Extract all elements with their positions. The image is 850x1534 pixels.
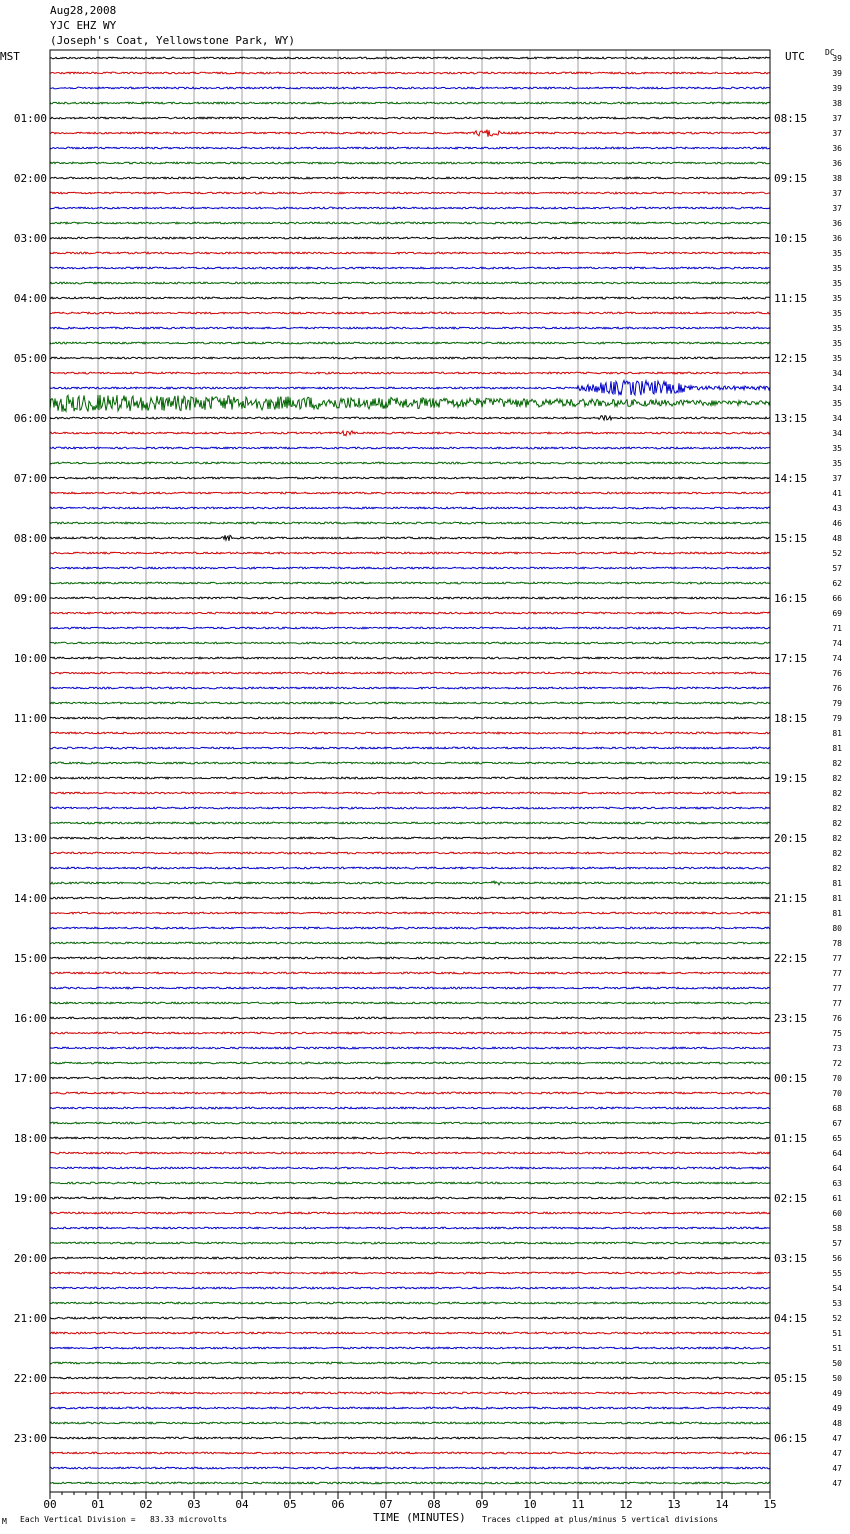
utc-hour-label: 17:15	[774, 652, 808, 665]
trace-line	[50, 522, 770, 524]
dc-offset-label: 36	[832, 159, 842, 168]
trace-line	[50, 612, 770, 614]
utc-hour-label: 13:15	[774, 412, 808, 425]
dc-offset-label: 35	[832, 399, 842, 408]
trace-line	[50, 267, 770, 269]
utc-hour-label: 18:15	[774, 712, 808, 725]
dc-offset-label: 74	[832, 654, 842, 663]
dc-offset-label: 43	[832, 504, 842, 513]
trace-line	[50, 1227, 770, 1229]
dc-axis-title: DC	[825, 48, 835, 57]
mst-hour-label: 09:00	[13, 592, 47, 605]
trace-line	[50, 567, 770, 569]
dc-offset-label: 47	[832, 1449, 842, 1458]
dc-offset-label: 37	[832, 474, 842, 483]
trace-line	[50, 852, 770, 854]
dc-offset-label: 81	[832, 879, 842, 888]
dc-offset-label: 76	[832, 669, 842, 678]
dc-offset-label: 77	[832, 999, 842, 1008]
dc-offset-label: 82	[832, 849, 842, 858]
x-axis-title: TIME (MINUTES)	[373, 1511, 466, 1524]
trace-line	[50, 372, 770, 374]
mst-hour-label: 04:00	[13, 292, 47, 305]
utc-hour-label: 00:15	[774, 1072, 808, 1085]
dc-offset-label: 68	[832, 1104, 842, 1113]
trace-line	[50, 177, 770, 179]
dc-offset-label: 79	[832, 699, 842, 708]
mst-hour-label: 16:00	[13, 1012, 47, 1025]
trace-line	[50, 1062, 770, 1064]
trace-line	[50, 312, 770, 314]
x-tick-label: 15	[763, 1498, 777, 1511]
trace-line	[50, 837, 770, 839]
dc-offset-label: 38	[832, 99, 842, 108]
trace-line	[50, 1077, 770, 1079]
dc-offset-label: 49	[832, 1404, 842, 1413]
trace-line	[50, 535, 770, 541]
utc-hour-label: 09:15	[774, 172, 808, 185]
left-axis-title: MST	[0, 50, 20, 63]
x-tick-label: 11	[571, 1498, 585, 1511]
utc-hour-label: 22:15	[774, 952, 808, 965]
utc-hour-label: 15:15	[774, 532, 808, 545]
trace-line	[50, 732, 770, 734]
dc-offset-label: 52	[832, 549, 842, 558]
trace-line	[50, 927, 770, 929]
trace-line	[50, 357, 770, 359]
dc-offset-label: 36	[832, 144, 842, 153]
trace-line	[50, 987, 770, 989]
dc-offset-label: 51	[832, 1329, 842, 1338]
trace-line	[50, 912, 770, 914]
trace-line	[50, 297, 770, 299]
dc-offset-label: 81	[832, 744, 842, 753]
dc-offset-label: 39	[832, 69, 842, 78]
dc-offset-label: 36	[832, 234, 842, 243]
trace-line	[50, 327, 770, 329]
trace-line	[50, 1287, 770, 1289]
dc-offset-label: 73	[832, 1044, 842, 1053]
dc-offset-label: 53	[832, 1299, 842, 1308]
trace-line	[50, 867, 770, 869]
dc-offset-label: 39	[832, 84, 842, 93]
dc-offset-label: 65	[832, 1134, 842, 1143]
mst-hour-label: 03:00	[13, 232, 47, 245]
x-tick-label: 07	[379, 1498, 393, 1511]
trace-line	[50, 1257, 770, 1259]
mst-hour-label: 19:00	[13, 1192, 47, 1205]
mst-hour-label: 10:00	[13, 652, 47, 665]
trace-line	[50, 1197, 770, 1199]
trace-line	[50, 597, 770, 599]
trace-line	[50, 342, 770, 344]
dc-offset-label: 62	[832, 579, 842, 588]
mst-hour-label: 11:00	[13, 712, 47, 725]
trace-line	[50, 717, 770, 719]
utc-hour-label: 02:15	[774, 1192, 808, 1205]
trace-line	[50, 87, 770, 89]
dc-offset-label: 82	[832, 759, 842, 768]
mst-hour-label: 06:00	[13, 412, 47, 425]
dc-offset-label: 82	[832, 804, 842, 813]
trace-line	[50, 1182, 770, 1184]
x-tick-label: 01	[91, 1498, 105, 1511]
trace-line	[50, 102, 770, 104]
record-date: Aug28,2008	[50, 4, 117, 17]
dc-offset-label: 76	[832, 684, 842, 693]
dc-offset-label: 72	[832, 1059, 842, 1068]
x-tick-label: 10	[523, 1498, 537, 1511]
trace-line	[50, 1047, 770, 1049]
dc-offset-label: 70	[832, 1089, 842, 1098]
trace-line	[50, 117, 770, 119]
mst-hour-label: 22:00	[13, 1372, 47, 1385]
dc-offset-label: 82	[832, 834, 842, 843]
dc-offset-label: 46	[832, 519, 842, 528]
trace-line	[50, 162, 770, 164]
dc-offset-label: 54	[832, 1284, 842, 1293]
dc-offset-label: 69	[832, 609, 842, 618]
x-tick-label: 09	[475, 1498, 489, 1511]
mst-hour-label: 18:00	[13, 1132, 47, 1145]
x-tick-label: 05	[283, 1498, 297, 1511]
dc-offset-label: 71	[832, 624, 842, 633]
trace-line	[50, 762, 770, 764]
trace-line	[50, 1002, 770, 1004]
utc-hour-label: 23:15	[774, 1012, 808, 1025]
utc-hour-label: 06:15	[774, 1432, 808, 1445]
trace-line	[50, 657, 770, 659]
trace-line	[50, 1407, 770, 1409]
dc-offset-label: 78	[832, 939, 842, 948]
trace-line	[50, 1212, 770, 1214]
dc-offset-label: 47	[832, 1479, 842, 1488]
dc-offset-label: 67	[832, 1119, 842, 1128]
trace-line	[50, 207, 770, 209]
right-axis-title: UTC	[785, 50, 805, 63]
dc-offset-label: 77	[832, 984, 842, 993]
dc-offset-label: 76	[832, 1014, 842, 1023]
utc-hour-label: 03:15	[774, 1252, 808, 1265]
dc-offset-label: 35	[832, 354, 842, 363]
trace-line	[50, 1122, 770, 1124]
dc-offset-label: 34	[832, 414, 842, 423]
dc-offset-label: 35	[832, 324, 842, 333]
trace-line	[50, 72, 770, 74]
dc-offset-label: 70	[832, 1074, 842, 1083]
trace-line	[50, 462, 770, 464]
trace-line	[50, 822, 770, 824]
dc-offset-label: 35	[832, 444, 842, 453]
scale-note: Each Vertical Division = 83.33 microvolts	[20, 1515, 228, 1524]
trace-line	[50, 1272, 770, 1274]
trace-line	[50, 1137, 770, 1139]
x-tick-label: 03	[187, 1498, 201, 1511]
dc-offset-label: 34	[832, 384, 842, 393]
dc-offset-label: 47	[832, 1434, 842, 1443]
dc-offset-label: 75	[832, 1029, 842, 1038]
dc-offset-label: 37	[832, 204, 842, 213]
dc-offset-label: 38	[832, 174, 842, 183]
x-tick-label: 12	[619, 1498, 633, 1511]
dc-offset-label: 48	[832, 534, 842, 543]
dc-offset-label: 60	[832, 1209, 842, 1218]
mst-hour-label: 15:00	[13, 952, 47, 965]
trace-line	[50, 447, 770, 449]
trace-line	[50, 57, 770, 59]
utc-hour-label: 19:15	[774, 772, 808, 785]
trace-line	[50, 552, 770, 554]
dc-offset-label: 57	[832, 564, 842, 573]
trace-line	[50, 395, 770, 412]
dc-offset-label: 81	[832, 894, 842, 903]
mst-hour-label: 05:00	[13, 352, 47, 365]
trace-line	[50, 897, 770, 899]
utc-hour-label: 12:15	[774, 352, 808, 365]
dc-offset-label: 61	[832, 1194, 842, 1203]
dc-offset-label: 48	[832, 1419, 842, 1428]
trace-line	[50, 672, 770, 674]
dc-offset-label: 55	[832, 1269, 842, 1278]
dc-offset-label: 35	[832, 459, 842, 468]
dc-offset-label: 57	[832, 1239, 842, 1248]
corner-mark: M	[2, 1517, 7, 1526]
trace-line	[50, 477, 770, 479]
mst-hour-label: 01:00	[13, 112, 47, 125]
dc-offset-label: 56	[832, 1254, 842, 1263]
dc-offset-label: 50	[832, 1374, 842, 1383]
mst-hour-label: 14:00	[13, 892, 47, 905]
dc-offset-label: 63	[832, 1179, 842, 1188]
utc-hour-label: 20:15	[774, 832, 808, 845]
utc-hour-label: 01:15	[774, 1132, 808, 1145]
x-tick-label: 06	[331, 1498, 345, 1511]
dc-offset-label: 47	[832, 1464, 842, 1473]
dc-offset-label: 35	[832, 249, 842, 258]
utc-hour-label: 05:15	[774, 1372, 808, 1385]
trace-line	[50, 1017, 770, 1019]
trace-line	[50, 1362, 770, 1364]
mst-hour-label: 23:00	[13, 1432, 47, 1445]
dc-offset-label: 82	[832, 819, 842, 828]
dc-offset-label: 35	[832, 279, 842, 288]
utc-hour-label: 10:15	[774, 232, 808, 245]
dc-offset-label: 81	[832, 909, 842, 918]
dc-offset-label: 58	[832, 1224, 842, 1233]
trace-line	[50, 777, 770, 779]
trace-line	[50, 1437, 770, 1439]
trace-line	[50, 192, 770, 194]
dc-offset-label: 35	[832, 339, 842, 348]
dc-offset-label: 37	[832, 189, 842, 198]
utc-hour-label: 16:15	[774, 592, 808, 605]
trace-line	[50, 1302, 770, 1304]
trace-line	[50, 747, 770, 749]
dc-offset-label: 82	[832, 864, 842, 873]
mst-hour-label: 02:00	[13, 172, 47, 185]
trace-line	[50, 942, 770, 944]
trace-line	[50, 1332, 770, 1334]
dc-offset-label: 37	[832, 129, 842, 138]
x-tick-label: 00	[43, 1498, 57, 1511]
trace-line	[50, 1167, 770, 1169]
trace-line	[50, 1377, 770, 1379]
dc-offset-label: 66	[832, 594, 842, 603]
trace-line	[50, 627, 770, 629]
dc-offset-label: 79	[832, 714, 842, 723]
x-tick-label: 04	[235, 1498, 249, 1511]
trace-line	[50, 416, 770, 420]
trace-line	[50, 252, 770, 254]
dc-offset-label: 74	[832, 639, 842, 648]
utc-hour-label: 21:15	[774, 892, 808, 905]
dc-offset-label: 41	[832, 489, 842, 498]
dc-offset-label: 64	[832, 1164, 842, 1173]
trace-line	[50, 792, 770, 794]
trace-line	[50, 147, 770, 149]
trace-line	[50, 1452, 770, 1454]
x-tick-label: 14	[715, 1498, 729, 1511]
trace-line	[50, 687, 770, 689]
trace-line	[50, 222, 770, 224]
dc-offset-label: 51	[832, 1344, 842, 1353]
dc-offset-label: 34	[832, 429, 842, 438]
mst-hour-label: 20:00	[13, 1252, 47, 1265]
trace-line	[50, 1467, 770, 1469]
x-tick-label: 02	[139, 1498, 153, 1511]
trace-line	[50, 380, 770, 395]
dc-offset-label: 80	[832, 924, 842, 933]
clip-note: Traces clipped at plus/minus 5 vertical divisions	[482, 1515, 719, 1524]
trace-line	[50, 282, 770, 284]
station-id: YJC EHZ WY	[50, 19, 117, 32]
dc-offset-label: 34	[832, 369, 842, 378]
trace-line	[50, 492, 770, 494]
dc-offset-label: 39	[832, 54, 842, 63]
trace-line	[50, 1392, 770, 1394]
plot-frame	[50, 50, 770, 1492]
utc-hour-label: 04:15	[774, 1312, 808, 1325]
mst-hour-label: 08:00	[13, 532, 47, 545]
trace-line	[50, 972, 770, 974]
utc-hour-label: 14:15	[774, 472, 808, 485]
mst-hour-label: 13:00	[13, 832, 47, 845]
trace-line	[50, 1317, 770, 1319]
x-tick-label: 08	[427, 1498, 441, 1511]
dc-offset-label: 49	[832, 1389, 842, 1398]
trace-line	[50, 1242, 770, 1244]
trace-line	[50, 1422, 770, 1424]
trace-line	[50, 507, 770, 509]
dc-offset-label: 81	[832, 729, 842, 738]
mst-hour-label: 07:00	[13, 472, 47, 485]
dc-offset-label: 77	[832, 969, 842, 978]
dc-offset-label: 36	[832, 219, 842, 228]
trace-line	[50, 1482, 770, 1484]
dc-offset-label: 35	[832, 309, 842, 318]
trace-line	[50, 431, 770, 436]
dc-offset-label: 37	[832, 114, 842, 123]
trace-line	[50, 1092, 770, 1094]
x-tick-label: 13	[667, 1498, 681, 1511]
dc-offset-label: 35	[832, 264, 842, 273]
dc-offset-label: 35	[832, 294, 842, 303]
dc-offset-label: 50	[832, 1359, 842, 1368]
station-location: (Joseph's Coat, Yellowstone Park, WY)	[50, 34, 296, 47]
trace-line	[50, 1107, 770, 1109]
dc-offset-label: 82	[832, 774, 842, 783]
utc-hour-label: 08:15	[774, 112, 808, 125]
mst-hour-label: 12:00	[13, 772, 47, 785]
trace-line	[50, 1152, 770, 1154]
trace-line	[50, 1032, 770, 1034]
mst-hour-label: 17:00	[13, 1072, 47, 1085]
mst-hour-label: 21:00	[13, 1312, 47, 1325]
dc-offset-label: 82	[832, 789, 842, 798]
trace-line	[50, 237, 770, 239]
trace-line	[50, 807, 770, 809]
dc-offset-label: 52	[832, 1314, 842, 1323]
trace-line	[50, 1347, 770, 1349]
trace-line	[50, 582, 770, 584]
trace-line	[50, 881, 770, 885]
trace-line	[50, 702, 770, 704]
utc-hour-label: 11:15	[774, 292, 808, 305]
trace-line	[50, 642, 770, 644]
trace-line	[50, 957, 770, 959]
dc-offset-label: 77	[832, 954, 842, 963]
dc-offset-label: 64	[832, 1149, 842, 1158]
trace-line	[50, 130, 770, 137]
